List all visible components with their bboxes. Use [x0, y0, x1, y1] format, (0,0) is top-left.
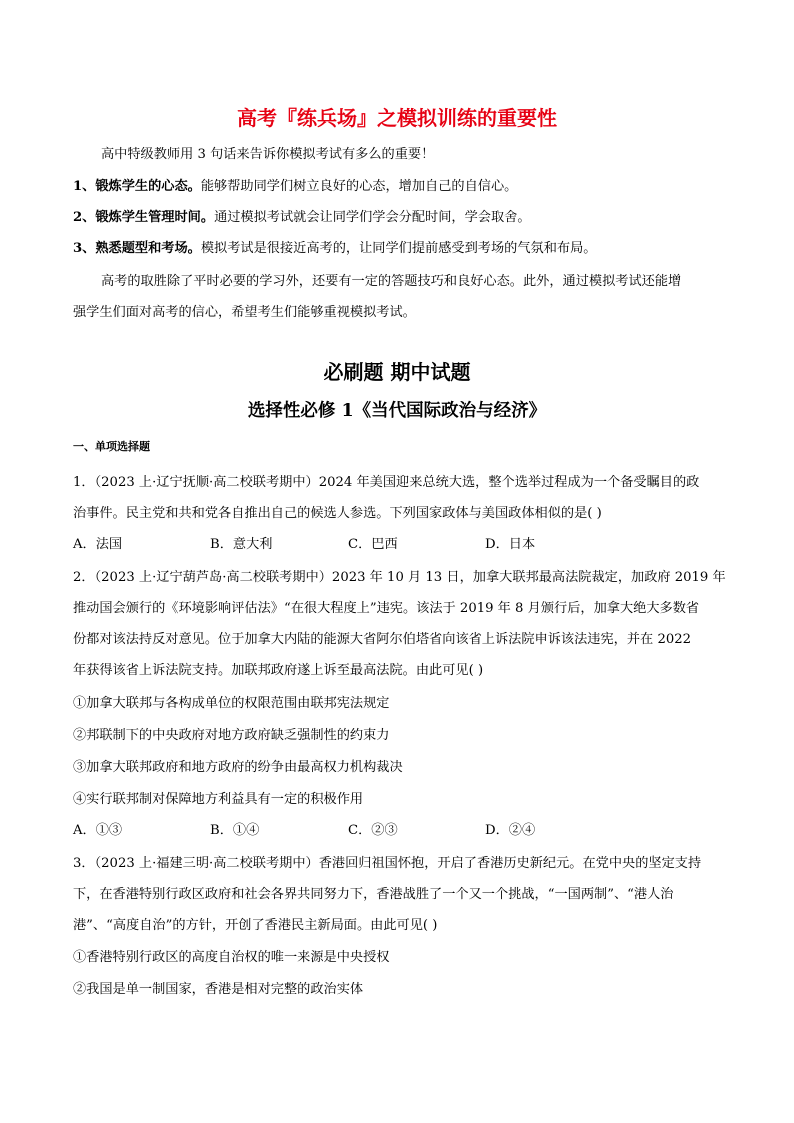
- intro-closing-line: 强学生们面对高考的信心，希望考生们能够重视模拟考试。: [73, 305, 416, 320]
- question-1-option-a: A．法国: [73, 537, 123, 552]
- question-3-item: ②我国是单一制国家，香港是相对完整的政治实体: [73, 982, 364, 997]
- question-2-line: 份都对该法持反对意见。位于加拿大内陆的能源大省阿尔伯塔省向该省上诉法院申诉该法违宪，并在 2022: [73, 632, 691, 647]
- intro-point-head: 3、熟悉题型和考场。: [73, 241, 201, 256]
- question-2-item: ①加拿大联邦与各构成单位的权限范围由联邦宪法规定: [73, 696, 390, 711]
- question-2-option-b: B．①④: [210, 823, 260, 838]
- question-3-line: 3．（2023 上·福建三明·高二校联考期中）香港回归祖国怀抱，开启了香港历史新纪元。在党中央的坚定支持: [73, 856, 702, 871]
- question-2-item: ③加拿大联邦政府和地方政府的纷争由最高权力机构裁决: [73, 760, 403, 775]
- question-3-line: 港”、“高度自治”的方针，开创了香港民主新局面。由此可见( ): [73, 918, 438, 933]
- question-2-line: 推动国会颁行的《环境影响评估法》“在很大程度上”违宪。该法于 2019 年 8 月颁行后，加拿大绝大多数省: [73, 601, 700, 616]
- question-1-line: 1．（2023 上·辽宁抚顺·高二校联考期中）2024 年美国迎来总统大选，整个选举过程成为一个备受瞩目的政: [73, 475, 700, 490]
- intro-point-body: 通过模拟考试就会让同学们学会分配时间，学会取舍。: [214, 210, 531, 225]
- question-2-item: ②邦联制下的中央政府对地方政府缺乏强制性的约束力: [73, 728, 390, 743]
- question-1-option-b: B．意大利: [210, 537, 273, 552]
- question-2-option-c: C．②③: [348, 823, 398, 838]
- intro-point-body: 能够帮助同学们树立良好的心态，增加自己的自信心。: [200, 179, 518, 194]
- exam-subheading: 选择性必修 1《当代国际政治与经济》: [247, 401, 547, 421]
- intro-point-head: 1、锻炼学生的心态。: [73, 179, 201, 194]
- question-3-line: 下，在香港特别行政区政府和社会各界共同努力下，香港战胜了一个又一个挑战，“一国两制”、“港人治: [73, 887, 674, 902]
- question-1-line: 治事件。民主党和共和党各自推出自己的候选人参选。下列国家政体与美国政体相似的是( ): [73, 506, 602, 521]
- intro-point: [73, 239, 597, 259]
- intro-lead: 高中特级教师用 3 句话来告诉你模拟考试有多么的重要！: [101, 147, 435, 162]
- intro-point-head: 2、锻炼学生管理时间。: [73, 210, 215, 225]
- intro-point: [73, 208, 531, 228]
- question-2-option-d: D．②④: [485, 823, 536, 838]
- question-2-item: ④实行联邦制对保障地方利益具有一定的积极作用: [73, 792, 364, 807]
- question-2-line: 年获得该省上诉法院支持。加联邦政府遂上诉至最高法院。由此可见( ): [73, 663, 484, 678]
- question-2-line: 2．（2023 上·辽宁葫芦岛·高二校联考期中）2023 年 10 月 13 日，加拿大联邦最高法院裁定，加政府 2019 年: [73, 570, 726, 585]
- intro-point-body: 模拟考试是很接近高考的，让同学们提前感受到考场的气氛和布局。: [200, 241, 597, 256]
- question-3-item: ①香港特别行政区的高度自治权的唯一来源是中央授权: [73, 950, 390, 965]
- question-2-option-a: A．①③: [73, 823, 123, 838]
- exam-heading: 必刷题 期中试题: [323, 360, 471, 384]
- question-1-option-c: C．巴西: [348, 537, 398, 552]
- intro-point: [73, 177, 517, 197]
- section-title: 一、单项选择题: [73, 440, 150, 453]
- banner-title: 高考『练兵场』之模拟训练的重要性: [237, 106, 557, 130]
- question-1-option-d: D．日本: [485, 537, 536, 552]
- intro-closing-line: 高考的取胜除了平时必要的学习外，还要有一定的答题技巧和良好心态。此外，通过模拟考试还能增: [101, 274, 682, 289]
